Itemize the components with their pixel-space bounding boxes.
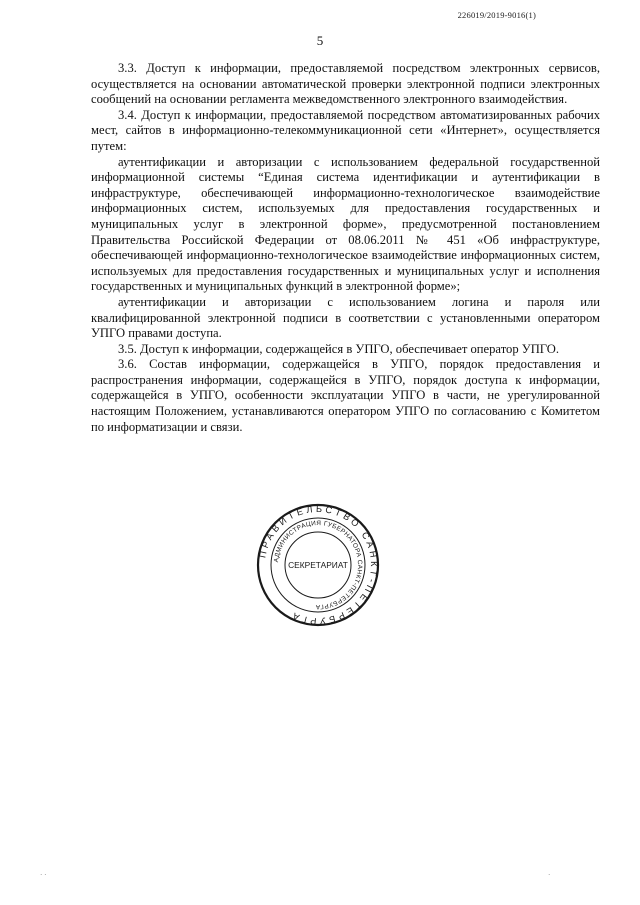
document-body (91, 61, 600, 435)
paragraph-3-6: 3.6. Состав информации, содержащейся в УПГО, порядок предоставления и распространения информации, содержащейся в УПГО, порядок доступа к информации, содержащейся в УПГО, особенности эксплуатации УПГО в части, не урегулированной настоящим Положением, устанавливаются оператором УПГО по согласованию с Комитетом по информатизации и связи. (91, 357, 600, 434)
paragraph-3-5: 3.5. Доступ к информации, содержащейся в УПГО, обеспечивает оператор УПГО. (118, 341, 560, 356)
paragraph-3-3: 3.3. Доступ к информации, предоставляемой посредством электронных сервисов, осуществляется на основании автоматической проверки электронной подписи электронных сообщений на основании регламента межведомственного электронного взаимодействия. (91, 61, 600, 107)
seal-inner-text: АДМИНИСТРАЦИЯ ГУБЕРНАТОРА САНКТ-ПЕТЕРБУРГА (273, 519, 364, 611)
paragraph-3-4-esia: аутентификации и авторизации с использованием федеральной государственной информационной системы “Единая система идентификации и аутентификации в инфраструктуре, обеспечивающей информационно-технологическое взаимодействие информационных систем, используемых для предоставления государственных и муниципальных услуг в электронной форме», предусмотренной постановлением Правительства Российской Федерации от 08.06.2011 № 451 «Об инфраструктуре, обеспечивающей информационно-технологическое взаимодействие информационных систем, используемых для предоставления государственных и муниципальных услуг и исполнения государственных и муниципальных функций в электронной форме»; (91, 154, 600, 294)
scan-mark-right: · (548, 871, 551, 879)
document-number: 226019/2019-9016(1) (457, 10, 536, 20)
paragraph-3-4-login: аутентификации и авторизации с использованием логина и пароля или квалифицированной электронной подписи в соответствии с установленными оператором УПГО правами доступа. (91, 294, 600, 341)
scan-mark-left: · · (40, 871, 47, 879)
paragraph-3-4: 3.4. Доступ к информации, предоставляемой посредством автоматизированных рабочих мест, сайтов в информационно-телекоммуникационной сети «Интернет», осуществляется путем: (91, 107, 600, 153)
seal-center-text: СЕКРЕТАРИАТ (288, 560, 348, 570)
official-seal (256, 503, 380, 627)
seal-outer-text: ПРАВИТЕЛЬСТВО САНКТ-ПЕТЕРБУРГА (257, 503, 380, 627)
page-number: 5 (316, 33, 324, 48)
